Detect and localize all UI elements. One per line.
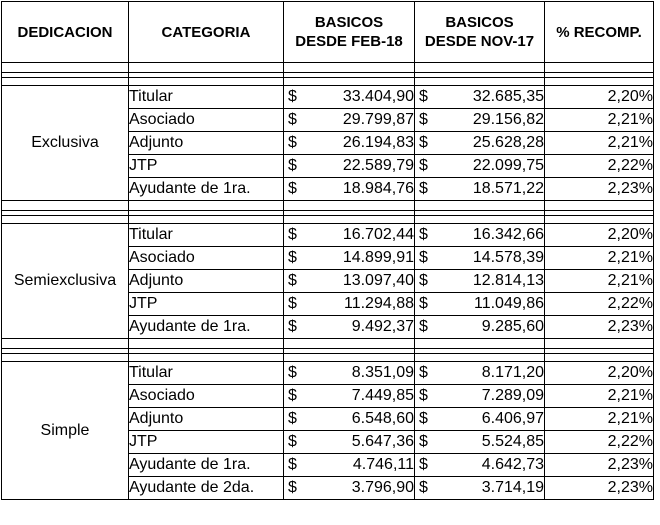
separator-cell (415, 63, 545, 86)
amount-value: 14.899,91 (342, 249, 414, 266)
recomp-cell: 2,21% (545, 385, 654, 408)
amount-value: 32.685,35 (472, 88, 544, 105)
basico-nov17-cell (415, 431, 545, 454)
amount-value: 29.799,87 (342, 111, 414, 128)
categoria-cell: Asociado (129, 109, 284, 132)
basico-feb18-cell (284, 86, 415, 109)
basico-feb18-cell (284, 477, 415, 500)
amount-value: 14.578,39 (472, 249, 544, 266)
amount-value: 29.156,82 (472, 111, 544, 128)
separator-cell (284, 63, 415, 86)
basico-feb18-cell (284, 293, 415, 316)
categoria-cell: Asociado (129, 385, 284, 408)
recomp-cell: 2,20% (545, 86, 654, 109)
separator-cell (545, 201, 654, 224)
amount-value: 9.285,60 (481, 318, 544, 335)
header-recomp: % RECOMP. (545, 2, 654, 63)
basico-nov17-cell (415, 385, 545, 408)
currency-symbol: $ (288, 410, 297, 427)
currency-symbol: $ (419, 249, 428, 266)
currency-symbol: $ (419, 295, 428, 312)
recomp-cell: 2,23% (545, 178, 654, 201)
basico-nov17-cell (415, 86, 545, 109)
recomp-cell: 2,23% (545, 454, 654, 477)
recomp-cell: 2,21% (545, 270, 654, 293)
basico-feb18-cell (284, 270, 415, 293)
recomp-cell: 2,20% (545, 362, 654, 385)
table-row (2, 86, 654, 109)
table-row (2, 224, 654, 247)
currency-symbol: $ (419, 88, 428, 105)
separator-cell (284, 339, 415, 362)
basico-feb18-cell (284, 454, 415, 477)
categoria-cell: Titular (129, 224, 284, 247)
amount-value: 9.492,37 (351, 318, 414, 335)
amount-value: 16.702,44 (342, 226, 414, 243)
dedicacion-cell: Exclusiva (2, 86, 129, 201)
header-basicos-nov17 (415, 2, 545, 63)
categoria-cell: Adjunto (129, 132, 284, 155)
amount-value: 7.289,09 (481, 387, 544, 404)
recomp-cell: 2,21% (545, 109, 654, 132)
categoria-cell: Adjunto (129, 270, 284, 293)
basico-feb18-cell (284, 431, 415, 454)
separator-cell (415, 339, 545, 362)
basico-feb18-cell (284, 362, 415, 385)
amount-value: 5.647,36 (351, 433, 414, 450)
amount-value: 13.097,40 (342, 272, 414, 289)
currency-symbol: $ (419, 318, 428, 335)
recomp-cell: 2,21% (545, 132, 654, 155)
basico-nov17-cell (415, 454, 545, 477)
currency-symbol: $ (288, 111, 297, 128)
basico-nov17-cell (415, 224, 545, 247)
currency-symbol: $ (419, 134, 428, 151)
currency-symbol: $ (419, 364, 428, 381)
currency-symbol: $ (288, 157, 297, 174)
amount-value: 11.049,86 (474, 295, 544, 312)
separator-cell (129, 201, 284, 224)
currency-symbol: $ (288, 479, 297, 496)
basico-feb18-cell (284, 132, 415, 155)
amount-value: 22.589,79 (342, 157, 414, 174)
currency-symbol: $ (419, 456, 428, 473)
salary-table (1, 1, 654, 500)
currency-symbol: $ (288, 433, 297, 450)
recomp-cell: 2,21% (545, 408, 654, 431)
separator-cell (284, 201, 415, 224)
categoria-cell: Titular (129, 86, 284, 109)
amount-value: 5.524,85 (481, 433, 544, 450)
currency-symbol: $ (288, 88, 297, 105)
basico-nov17-cell (415, 178, 545, 201)
categoria-cell: Ayudante de 1ra. (129, 178, 284, 201)
categoria-cell: JTP (129, 293, 284, 316)
basico-feb18-cell (284, 316, 415, 339)
currency-symbol: $ (419, 410, 428, 427)
table-header (2, 2, 654, 63)
basico-nov17-cell (415, 270, 545, 293)
basico-nov17-cell (415, 362, 545, 385)
header-dedicacion: DEDICACION (2, 2, 129, 63)
amount-value: 8.171,20 (481, 364, 544, 381)
separator-cell (129, 63, 284, 86)
amount-value: 22.099,75 (472, 157, 544, 174)
header-nov-line2: DESDE NOV-17 (424, 33, 535, 50)
currency-symbol: $ (288, 295, 297, 312)
amount-value: 6.548,60 (351, 410, 414, 427)
basico-feb18-cell (284, 408, 415, 431)
separator-cell (2, 63, 129, 86)
dedicacion-cell: Semiexclusiva (2, 224, 129, 339)
header-row (2, 2, 654, 63)
basico-nov17-cell (415, 408, 545, 431)
group-separator (2, 201, 654, 224)
basico-nov17-cell (415, 247, 545, 270)
recomp-cell: 2,20% (545, 224, 654, 247)
basico-nov17-cell (415, 316, 545, 339)
basico-nov17-cell (415, 477, 545, 500)
amount-value: 4.746,11 (352, 456, 414, 473)
categoria-cell: Ayudante de 1ra. (129, 316, 284, 339)
table-body (2, 63, 654, 500)
amount-value: 18.571,22 (472, 180, 544, 197)
currency-symbol: $ (419, 157, 428, 174)
currency-symbol: $ (419, 433, 428, 450)
separator-cell (415, 201, 545, 224)
basico-feb18-cell (284, 385, 415, 408)
currency-symbol: $ (288, 387, 297, 404)
recomp-cell: 2,22% (545, 155, 654, 178)
amount-value: 25.628,28 (472, 134, 544, 151)
amount-value: 12.814,13 (472, 272, 544, 289)
currency-symbol: $ (419, 479, 428, 496)
header-feb-line1: BASICOS (314, 14, 384, 31)
amount-value: 33.404,90 (342, 88, 414, 105)
header-nov-line1: BASICOS (445, 14, 514, 31)
amount-value: 7.449,85 (351, 387, 414, 404)
amount-value: 3.714,19 (481, 479, 544, 496)
basico-nov17-cell (415, 155, 545, 178)
amount-value: 3.796,90 (351, 479, 414, 496)
categoria-cell: Adjunto (129, 408, 284, 431)
group-separator (2, 63, 654, 86)
group-separator (2, 339, 654, 362)
amount-value: 11.294,88 (344, 295, 414, 312)
currency-symbol: $ (288, 134, 297, 151)
categoria-cell: Ayudante de 2da. (129, 477, 284, 500)
currency-symbol: $ (419, 272, 428, 289)
basico-feb18-cell (284, 155, 415, 178)
separator-cell (2, 339, 129, 362)
separator-cell (545, 63, 654, 86)
amount-value: 26.194,83 (342, 134, 414, 151)
currency-symbol: $ (288, 364, 297, 381)
basico-feb18-cell (284, 224, 415, 247)
recomp-cell: 2,21% (545, 247, 654, 270)
separator-cell (2, 201, 129, 224)
currency-symbol: $ (288, 226, 297, 243)
separator-cell (129, 339, 284, 362)
recomp-cell: 2,23% (545, 316, 654, 339)
amount-value: 6.406,97 (481, 410, 544, 427)
header-basicos-feb18 (284, 2, 415, 63)
basico-feb18-cell (284, 178, 415, 201)
recomp-cell: 2,22% (545, 431, 654, 454)
currency-symbol: $ (288, 456, 297, 473)
dedicacion-cell: Simple (2, 362, 129, 500)
categoria-cell: JTP (129, 155, 284, 178)
recomp-cell: 2,22% (545, 293, 654, 316)
header-categoria: CATEGORIA (129, 2, 284, 63)
basico-nov17-cell (415, 132, 545, 155)
categoria-cell: JTP (129, 431, 284, 454)
currency-symbol: $ (288, 249, 297, 266)
currency-symbol: $ (419, 180, 428, 197)
currency-symbol: $ (419, 226, 428, 243)
header-feb-line2: DESDE FEB-18 (295, 33, 403, 50)
categoria-cell: Titular (129, 362, 284, 385)
currency-symbol: $ (288, 318, 297, 335)
basico-nov17-cell (415, 109, 545, 132)
amount-value: 4.642,73 (481, 456, 544, 473)
recomp-cell: 2,23% (545, 477, 654, 500)
categoria-cell: Asociado (129, 247, 284, 270)
basico-nov17-cell (415, 293, 545, 316)
amount-value: 16.342,66 (472, 226, 544, 243)
currency-symbol: $ (288, 180, 297, 197)
basico-feb18-cell (284, 247, 415, 270)
separator-cell (545, 339, 654, 362)
amount-value: 8.351,09 (351, 364, 414, 381)
currency-symbol: $ (419, 111, 428, 128)
categoria-cell: Ayudante de 1ra. (129, 454, 284, 477)
amount-value: 18.984,76 (342, 180, 414, 197)
table-row (2, 362, 654, 385)
currency-symbol: $ (419, 387, 428, 404)
basico-feb18-cell (284, 109, 415, 132)
currency-symbol: $ (288, 272, 297, 289)
